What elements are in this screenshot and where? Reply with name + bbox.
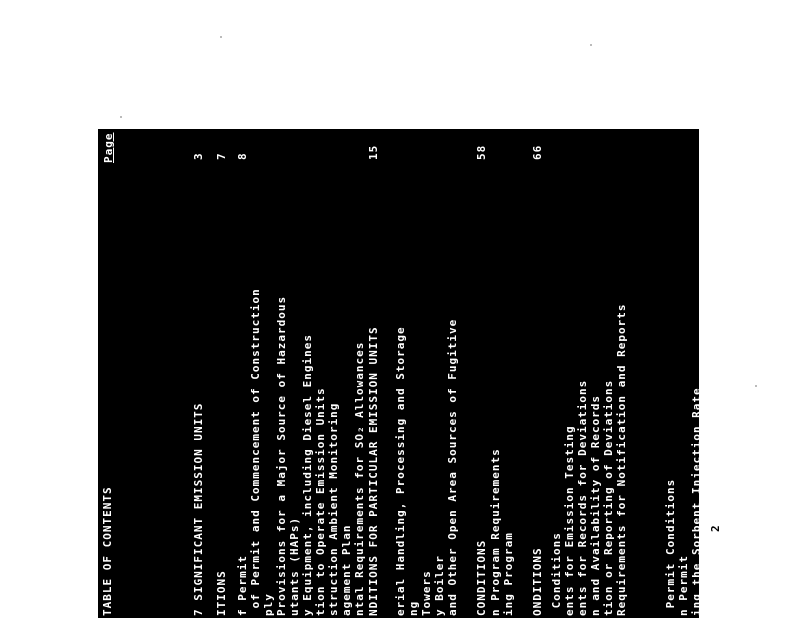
toc-line: Towers [420, 570, 433, 616]
toc-line: 7 SIGNIFICANT EMISSION UNITS [192, 402, 205, 616]
toc-line: agement Plan [340, 524, 353, 616]
toc-line: ntal Requirements for SO₂ Allowances [353, 341, 366, 616]
page-number: 2 [709, 525, 722, 532]
page-column-heading: Page [102, 132, 115, 163]
rotated-content [98, 129, 703, 618]
scan-speck [220, 36, 222, 38]
toc-line: ply [262, 593, 275, 616]
toc-page-number: 66 [531, 144, 544, 160]
toc-line: tion or Reporting of Deviations [602, 379, 615, 616]
toc-line: f Permit [236, 555, 249, 616]
toc-line: and Other Open Area Sources of Fugitive [446, 318, 459, 616]
toc-page-number: 3 [192, 152, 205, 160]
scanned-page [98, 129, 703, 618]
toc-line: ITIONS [215, 570, 228, 616]
toc-line: tion to Operate Emission Units [314, 387, 327, 616]
toc-line: NDITIONS FOR PARTICULAR EMISSION UNITS [367, 326, 380, 616]
toc-page-number: 15 [367, 144, 380, 160]
toc-line: ing Program [502, 532, 515, 616]
scan-speck [755, 385, 757, 387]
toc-line: ng [407, 600, 420, 616]
toc-line: CONDITIONS [475, 539, 488, 616]
toc-line: y Boiler [433, 555, 446, 616]
scan-speck [120, 116, 122, 118]
toc-line: ing the Sorbent Injection Rate [690, 387, 703, 616]
toc-line: Requirements for Notification and Reports [615, 303, 628, 616]
toc-line: ONDITIONS [531, 547, 544, 616]
toc-line: TABLE OF CONTENTS [101, 486, 114, 616]
toc-line: n Program Requirements [489, 448, 502, 616]
toc-line: Provisions for a Major Source of Hazardous [275, 295, 288, 616]
toc-line: struction Ambient Monitoring [327, 402, 340, 616]
toc-line: Conditions [550, 532, 563, 616]
toc-line: erial Handling, Processing and Storage [394, 326, 407, 616]
toc-page-number: 58 [475, 144, 488, 160]
toc-line: utants (HAPs) [288, 516, 301, 616]
toc-line: of Permit and Commencement of Construction [249, 288, 262, 616]
toc-page-number: 8 [236, 152, 249, 160]
toc-line: Permit Conditions [664, 478, 677, 616]
toc-line: n and Availability of Records [589, 394, 602, 616]
toc-line: y Equipment, including Diesel Engines [301, 333, 314, 616]
toc-line: ents for Emission Testing [563, 425, 576, 616]
scan-speck [590, 44, 592, 46]
toc-line: n Permit [677, 555, 690, 616]
toc-line: ents for Records for Deviations [576, 379, 589, 616]
toc-page-number: 7 [215, 152, 228, 160]
